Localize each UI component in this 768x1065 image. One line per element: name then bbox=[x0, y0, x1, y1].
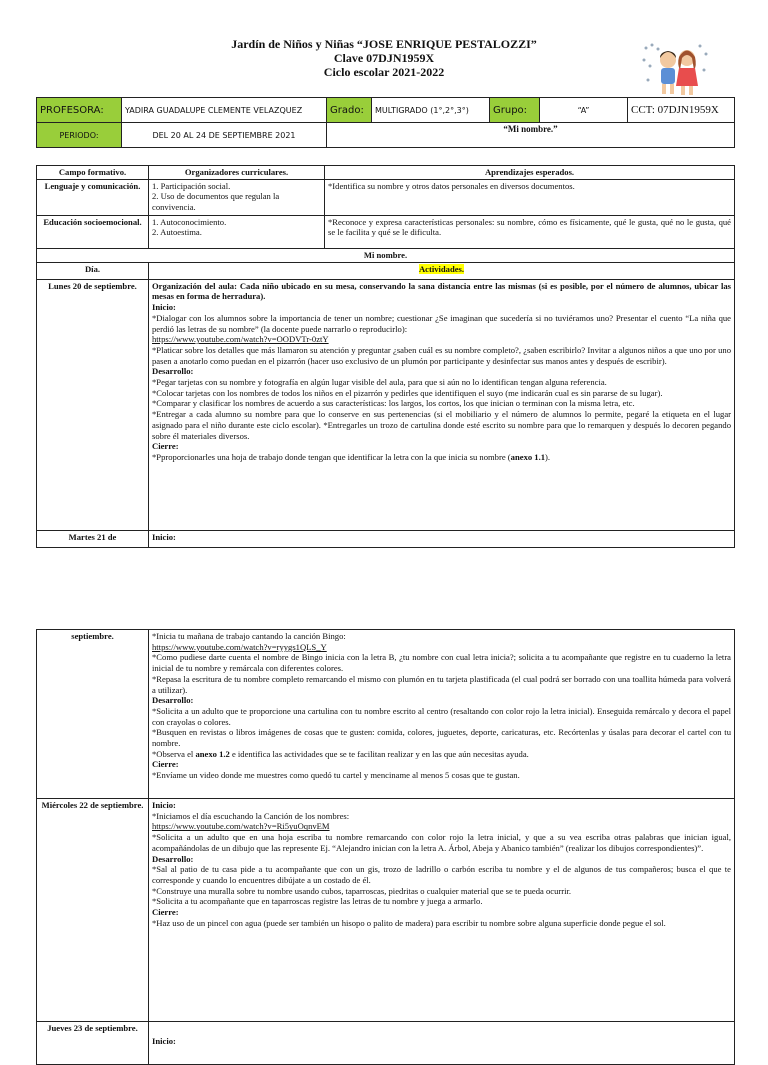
campo-socioemocional: Educación socioemocional. bbox=[37, 215, 149, 248]
grado-value: MULTIGRADO (1°,2°,3°) bbox=[372, 98, 490, 123]
org-item: 2. Uso de documentos que regulan la convivencia. bbox=[152, 191, 280, 213]
activity-text: *Colocar tarjetas con los nombres de todos los niños en el pizarrón y pedirles que identifiquen el suyo (me indicarán cual es sin pararse de su lugar). bbox=[152, 387, 663, 398]
org-lenguaje bbox=[149, 179, 325, 215]
school-cycle: Ciclo escolar 2021-2022 bbox=[323, 65, 445, 79]
video-link[interactable]: https://www.youtube.com/watch?v=Ri5yuOqnvEM bbox=[152, 821, 330, 832]
profesora-label: PROFESORA: bbox=[37, 98, 122, 123]
activity-text: *Repasa la escritura de tu nombre completo remarcando el mismo con plumón en tu tarjeta plastificada (el cual podrá ser borrado con una toallita húmeda para volverá a utilizar). bbox=[152, 673, 731, 695]
section-title: Mi nombre. bbox=[37, 248, 735, 262]
activity-text: *Platicar sobre los detalles que más llamaron su atención y preguntar ¿saben cuál es su nombre completo?, ¿saben escribirlo? Invitar a algunos niños a que uno por uno pasen a anotarlo como puedan en el pizarrón (hacer uso exclusivo de un plumón por participante y desinfectar sus manos antes y después de escribir). bbox=[152, 344, 731, 366]
activity-text: *Inicia tu mañana de trabajo cantando la canción Bingo: bbox=[152, 631, 346, 641]
activity-text-part: *Pproporcionarles una hoja de trabajo donde tengan que identificar la letra con la que inicia su nombre ( bbox=[152, 451, 511, 462]
col-header-organizadores: Organizadores curriculares. bbox=[149, 166, 325, 180]
actividades-header bbox=[149, 262, 735, 279]
activities-lunes bbox=[149, 279, 735, 530]
org-item: 1. Autoconocimiento. bbox=[152, 216, 227, 227]
planning-table bbox=[36, 165, 735, 548]
aprendizaje-socioemocional: *Reconoce y expresa características personales: su nombre, cómo es físicamente, qué le gusta, qué no le gusta, qué se le facilita y qué se le dificulta. bbox=[325, 215, 735, 248]
activity-text: *Solicita a un adulto que en una hoja escriba tu nombre remarcando con color rojo la letra inicial, y que a su vea escriba otras palabras que inician igual, acompañándolas de un dibujo que las represente Ej. “Alejandro inician con la letra A. Árbol, Abeja y Abanico también” (realizar los dibujos correspondientes)”. bbox=[152, 832, 731, 853]
activity-text-part: ). bbox=[545, 451, 551, 462]
activity-text: *Haz uso de un pincel con agua (puede ser también un hisopo o palito de madera) para escribir tu nombre sobre alguna superficie donde pegue el sol. bbox=[152, 917, 666, 928]
dia-header: Día. bbox=[37, 262, 149, 279]
planning-table-continued bbox=[36, 629, 735, 1065]
grupo-label: Grupo: bbox=[490, 98, 540, 123]
cct-value: CCT: 07DJN1959X bbox=[628, 98, 735, 123]
activity-text: *Iniciamos el día escuchando la Canción de los nombres: bbox=[152, 810, 350, 821]
org-item: 2. Autoestima. bbox=[152, 227, 202, 238]
activity-text: *Solicita a tu acompañante que en taparroscas registre las letras de tu nombre y juega a armarlo. bbox=[152, 896, 483, 907]
activity-text bbox=[152, 749, 731, 760]
video-link[interactable]: https://www.youtube.com/watch?v=OODVTr-0ztY bbox=[152, 334, 329, 345]
organizacion-aula: Organización del aula: Cada niño ubicado en su mesa, conservando la sana distancia entre las mismas (si es posible, por el número de alumnos, ubicar las mesas en forma de herradura). bbox=[152, 280, 731, 302]
day-martes-part2: septiembre. bbox=[37, 630, 149, 799]
activity-text-part: e identifica las actividades que se te facilitan realizar y en las que aún necesitas ayuda. bbox=[229, 748, 529, 759]
activity-text: *Envíame un video donde me muestres como quedó tu cartel y menciname al menos 5 cosas que te gustan. bbox=[152, 770, 520, 781]
day-miercoles: Miércoles 22 de septiembre. bbox=[37, 799, 149, 1022]
activity-text: *Solicita a un adulto que te proporcione una cartulina con tu nombre escrito al centro (resaltando con color rojo la letra inicial). Enseguida remárcalo y decora el papel con crayolas o colores. bbox=[152, 705, 731, 727]
activity-text: *Construye una muralla sobre tu nombre usando cubos, taparroscas, piedritas o cualquier material que se te pueda ocurrir. bbox=[152, 885, 572, 896]
page-2 bbox=[0, 625, 768, 1046]
col-header-aprendizajes: Aprendizajes esperados. bbox=[325, 166, 735, 180]
inicio-label: Inicio: bbox=[152, 800, 176, 810]
day-lunes: Lunes 20 de septiembre. bbox=[37, 279, 149, 530]
desarrollo-label: Desarrollo: bbox=[152, 695, 194, 706]
org-socioemocional bbox=[149, 215, 325, 248]
anexo-ref: anexo 1.2 bbox=[195, 748, 230, 759]
activities-miercoles bbox=[149, 799, 735, 1022]
info-table bbox=[36, 97, 735, 148]
cierre-label: Cierre: bbox=[152, 759, 179, 770]
activity-text bbox=[152, 452, 731, 463]
project-title: “Mi nombre.” bbox=[327, 123, 735, 148]
inicio-label: Inicio: bbox=[149, 1022, 735, 1065]
activity-text: *Busquen en revistas o libros imágenes de cosas que te gusten: comida, colores, juguetes, deporte, caricaturas, etc. Recórtenlas y úsalas para decorar el cartel con tu nombre. bbox=[152, 727, 731, 749]
activity-text: *Como pudiese darte cuenta el nombre de Bingo inicia con la letra B, ¿tu nombre con cual letra inicia?; solicita a tu acompañante que registre en tu cuaderno la letra inicial de tu nombre y remárcala con diferentes colores. bbox=[152, 652, 731, 674]
grupo-value: “A” bbox=[540, 98, 628, 123]
school-name: Jardín de Niños y Niñas “JOSE ENRIQUE PESTALOZZI” bbox=[231, 37, 537, 51]
inicio-label: Inicio: bbox=[152, 302, 176, 313]
actividades-label: Actividades. bbox=[418, 263, 465, 274]
org-item: 1. Participación social. bbox=[152, 180, 231, 191]
video-link[interactable]: https://www.youtube.com/watch?v=ryygs1QLS_Y bbox=[152, 641, 327, 652]
desarrollo-label: Desarrollo: bbox=[152, 853, 194, 864]
activity-text: *Dialogar con los alumnos sobre la importancia de tener un nombre; cuestionar ¿Se imaginan que sucedería si no tuviéramos uno? Presentar el cuento “La niña que perdió las letras de su nombre” (la docente puede narrarlo o reproducirlo): bbox=[152, 312, 731, 334]
day-martes-part1: Martes 21 de bbox=[37, 530, 149, 547]
periodo-label: PERIODO: bbox=[37, 123, 122, 148]
grado-label: Grado: bbox=[327, 98, 372, 123]
activities-martes bbox=[149, 630, 735, 799]
cierre-label: Cierre: bbox=[152, 907, 179, 918]
day-jueves: Jueves 23 de septiembre. bbox=[37, 1022, 149, 1065]
cierre-label: Cierre: bbox=[152, 441, 179, 452]
inicio-label: Inicio: bbox=[149, 530, 735, 547]
campo-lenguaje: Lenguaje y comunicación. bbox=[37, 179, 149, 215]
activity-text: *Entregar a cada alumno su nombre para que lo conserve en sus pertenencias (si el mobiliario y el número de alumnos lo permite, pegaré la etiqueta en el lugar asignado para el niño durante este ciclo escolar). *Entregarles un trozo de cartulina donde esté escrito su nombre para que lo remarquen y después lo decoren pegando sobre él materiales diversos. bbox=[152, 409, 731, 441]
activity-text-part: *Observa el bbox=[152, 748, 196, 759]
col-header-campo: Campo formativo. bbox=[37, 166, 149, 180]
page-gap bbox=[0, 568, 768, 625]
profesora-value: YADIRA GUADALUPE CLEMENTE VELAZQUEZ bbox=[122, 98, 327, 123]
school-clave: Clave 07DJN1959X bbox=[333, 51, 435, 65]
periodo-value: DEL 20 AL 24 DE SEPTIEMBRE 2021 bbox=[122, 123, 327, 148]
desarrollo-label: Desarrollo: bbox=[152, 366, 194, 377]
children-illustration bbox=[640, 40, 710, 100]
activity-text: *Sal al patio de tu casa pide a tu acompañante que con un gis, trozo de ladrillo o carbón escriba tu nombre y el de algunos de tus compañeros; busca el que te corresponde y cuando lo encuentres dibújate a un costado de él. bbox=[152, 864, 731, 885]
aprendizaje-lenguaje: *Identifica su nombre y otros datos personales en diversos documentos. bbox=[325, 179, 735, 215]
activity-text: *Pegar tarjetas con su nombre y fotografía en algún lugar visible del aula, para que si aún no lo identifican tengan alguna referencia. bbox=[152, 377, 607, 388]
anexo-ref: anexo 1.1 bbox=[510, 451, 546, 462]
activity-text: *Comparar y clasificar los nombres de acuerdo a sus características: los largos, los cortos, los que inician o terminan con la misma letra, etc. bbox=[152, 398, 635, 409]
